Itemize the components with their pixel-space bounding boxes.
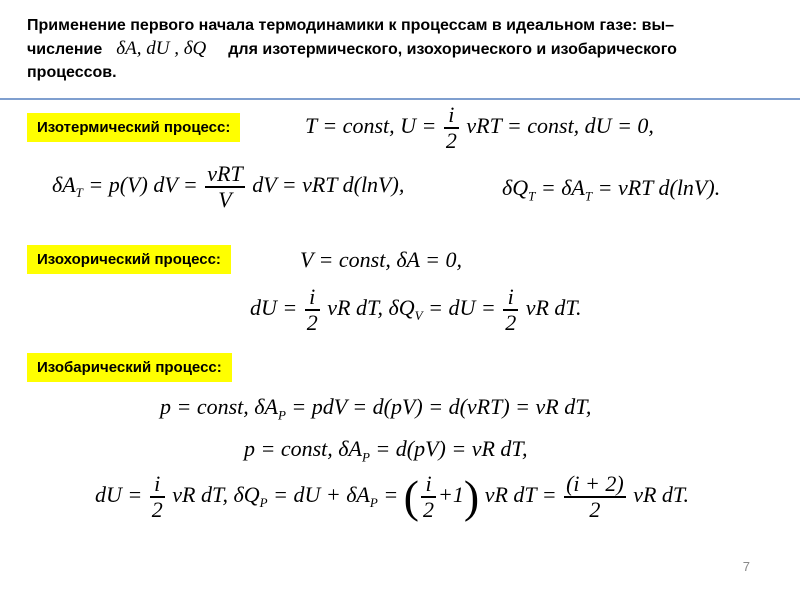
slide-title: [27, 14, 772, 84]
isochoric-eq-2: dU = $\frac{i}{2}$ νR dT, $\delta Q_V$ = dU = $\frac{i}{2}$ νR dT.: [250, 284, 582, 335]
isochoric-label: Изохорический процесс:: [27, 245, 231, 274]
isobaric-eq-2: p = const, $\delta A_P = d(pV) = \nu R$ dT,: [244, 436, 528, 465]
isochoric-eq-1: V = const, δA = 0,: [300, 247, 462, 272]
title-line-2: [27, 37, 772, 61]
title-line-2-end: для изотермического, изохорического и изобарического: [228, 41, 677, 58]
page-number: 7: [742, 559, 750, 574]
title-line-3: процессов.: [27, 64, 117, 81]
isobaric-eq-3: dU = $\frac{i}{2}$ νR dT, $\delta Q_P$ = dU + $\delta A_P$ = ( $\frac{i}{2}$ +1) νR dT = $\frac{(i + 2)}{2}$ νR dT.: [95, 470, 690, 522]
fraction: $\frac{i}{2}$: [423, 471, 434, 522]
isothermal-label: Изотермический процесс:: [27, 113, 240, 142]
fraction: $\frac{i}{2}$: [445, 102, 457, 153]
isobaric-label: Изобарический процесс:: [27, 353, 232, 382]
isobaric-eq-1: p = const, $\delta A_P$ = pdV = d(pV) = d(νRT) = νR dT,: [160, 394, 592, 423]
title-divider: [0, 98, 800, 100]
isothermal-eq-2: $\delta A_T = p(V)$ dV = $\frac{\text{νRT}}{V}$ dV = νRT d(lnV),: [52, 161, 405, 212]
fraction: $\frac{i}{2}$: [505, 284, 517, 335]
isothermal-eq-3: $\delta Q_T = \delta A_T = \nu RT$ d(lnV).: [502, 175, 721, 204]
fraction: $\frac{(i + 2)}{2}$: [566, 471, 624, 522]
fraction: $\frac{i}{2}$: [306, 284, 318, 335]
fraction: $\frac{\text{νRT}}{V}$: [207, 161, 243, 212]
isothermal-eq-1: T = const, U = $\frac{i}{2}$ νRT = const, dU = 0,: [305, 102, 654, 153]
title-line-1: Применение первого начала термодинамики к процессам в идеальном газе: вы–: [27, 17, 675, 34]
fraction: $\frac{i}{2}$: [151, 471, 163, 522]
title-line-2-start: числение: [27, 41, 103, 58]
title-inline-formula: δA, dU , δQ: [116, 38, 207, 59]
